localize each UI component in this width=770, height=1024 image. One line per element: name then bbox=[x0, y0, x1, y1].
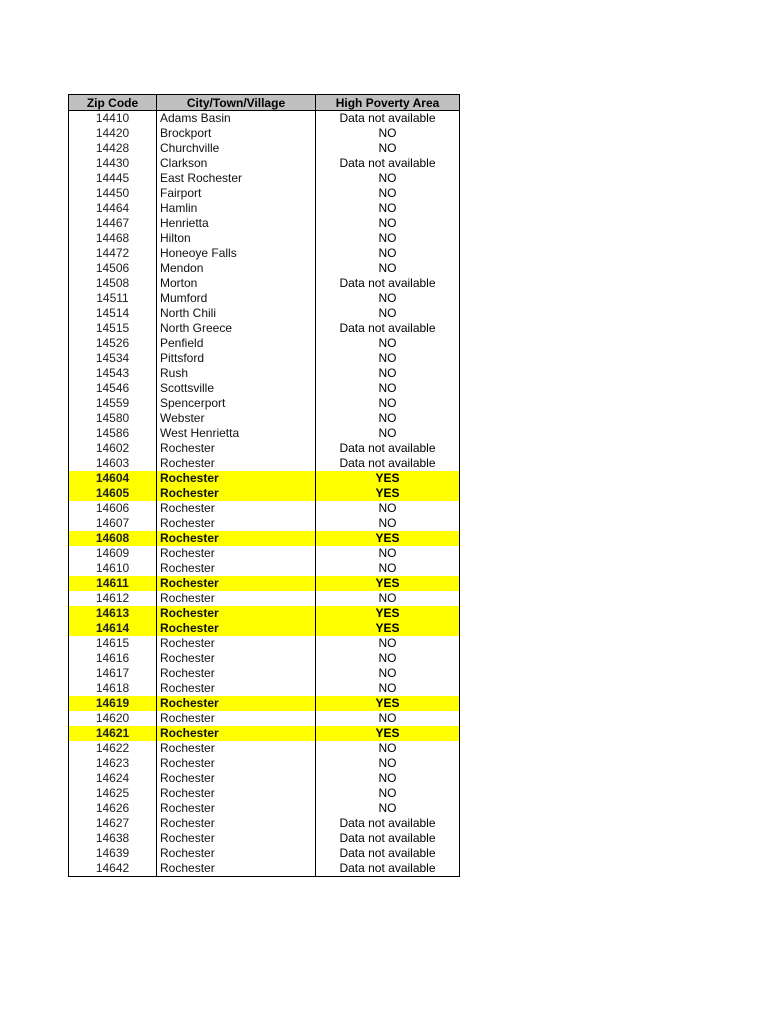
city-cell: Pittsford bbox=[157, 351, 316, 366]
table-body bbox=[69, 111, 460, 877]
zip-code-cell: 14642 bbox=[69, 861, 157, 877]
poverty-status-cell: NO bbox=[316, 231, 460, 246]
table-row bbox=[69, 306, 460, 321]
poverty-status-cell: YES bbox=[316, 696, 460, 711]
city-cell: Rochester bbox=[157, 726, 316, 741]
zip-code-cell: 14602 bbox=[69, 441, 157, 456]
poverty-status-cell: NO bbox=[316, 381, 460, 396]
zip-code-cell: 14410 bbox=[69, 111, 157, 126]
poverty-status-cell: Data not available bbox=[316, 111, 460, 126]
header-city-town-village: City/Town/Village bbox=[157, 95, 316, 111]
poverty-status-cell: NO bbox=[316, 351, 460, 366]
table-row-highlighted bbox=[69, 606, 460, 621]
city-cell: Rochester bbox=[157, 801, 316, 816]
zip-code-cell: 14515 bbox=[69, 321, 157, 336]
table-row bbox=[69, 561, 460, 576]
zip-code-cell: 14620 bbox=[69, 711, 157, 726]
city-cell: Rochester bbox=[157, 486, 316, 501]
city-cell: Rochester bbox=[157, 606, 316, 621]
zip-code-cell: 14625 bbox=[69, 786, 157, 801]
poverty-status-cell: NO bbox=[316, 741, 460, 756]
poverty-status-cell: YES bbox=[316, 576, 460, 591]
table-row bbox=[69, 216, 460, 231]
poverty-status-cell: Data not available bbox=[316, 441, 460, 456]
city-cell: Mendon bbox=[157, 261, 316, 276]
city-cell: Rochester bbox=[157, 666, 316, 681]
table-row bbox=[69, 231, 460, 246]
table-row bbox=[69, 381, 460, 396]
table-row bbox=[69, 261, 460, 276]
zip-code-cell: 14420 bbox=[69, 126, 157, 141]
header-zip-code: Zip Code bbox=[69, 95, 157, 111]
table-header bbox=[69, 95, 460, 111]
poverty-status-cell: NO bbox=[316, 666, 460, 681]
table-row bbox=[69, 171, 460, 186]
table-row bbox=[69, 711, 460, 726]
poverty-status-cell: Data not available bbox=[316, 456, 460, 471]
zip-code-cell: 14616 bbox=[69, 651, 157, 666]
poverty-status-cell: NO bbox=[316, 561, 460, 576]
poverty-status-cell: YES bbox=[316, 726, 460, 741]
city-cell: Rochester bbox=[157, 621, 316, 636]
zip-code-cell: 14543 bbox=[69, 366, 157, 381]
poverty-status-cell: Data not available bbox=[316, 321, 460, 336]
zip-code-cell: 14611 bbox=[69, 576, 157, 591]
zip-code-cell: 14605 bbox=[69, 486, 157, 501]
poverty-status-cell: NO bbox=[316, 786, 460, 801]
poverty-status-cell: NO bbox=[316, 396, 460, 411]
city-cell: Rochester bbox=[157, 771, 316, 786]
table-row bbox=[69, 111, 460, 126]
zip-code-cell: 14617 bbox=[69, 666, 157, 681]
city-cell: Rochester bbox=[157, 471, 316, 486]
zip-code-cell: 14606 bbox=[69, 501, 157, 516]
city-cell: Rochester bbox=[157, 741, 316, 756]
header-high-poverty-area: High Poverty Area bbox=[316, 95, 460, 111]
poverty-status-cell: NO bbox=[316, 636, 460, 651]
poverty-status-cell: Data not available bbox=[316, 861, 460, 877]
city-cell: Rochester bbox=[157, 576, 316, 591]
poverty-status-cell: NO bbox=[316, 336, 460, 351]
city-cell: West Henrietta bbox=[157, 426, 316, 441]
city-cell: Honeoye Falls bbox=[157, 246, 316, 261]
table-row bbox=[69, 816, 460, 831]
city-cell: North Chili bbox=[157, 306, 316, 321]
table-row bbox=[69, 801, 460, 816]
zip-code-cell: 14608 bbox=[69, 531, 157, 546]
table-row bbox=[69, 291, 460, 306]
poverty-status-cell: YES bbox=[316, 621, 460, 636]
zip-code-cell: 14638 bbox=[69, 831, 157, 846]
city-cell: Clarkson bbox=[157, 156, 316, 171]
city-cell: Rochester bbox=[157, 546, 316, 561]
table-row bbox=[69, 786, 460, 801]
table-row bbox=[69, 741, 460, 756]
city-cell: Mumford bbox=[157, 291, 316, 306]
table-row bbox=[69, 831, 460, 846]
table-row bbox=[69, 156, 460, 171]
table-row bbox=[69, 846, 460, 861]
header-row bbox=[69, 95, 460, 111]
zip-code-cell: 14623 bbox=[69, 756, 157, 771]
zip-code-cell: 14464 bbox=[69, 201, 157, 216]
table-row-highlighted bbox=[69, 531, 460, 546]
poverty-status-cell: NO bbox=[316, 591, 460, 606]
city-cell: Penfield bbox=[157, 336, 316, 351]
zip-code-cell: 14610 bbox=[69, 561, 157, 576]
city-cell: Rochester bbox=[157, 711, 316, 726]
zip-code-cell: 14450 bbox=[69, 186, 157, 201]
poverty-status-cell: NO bbox=[316, 171, 460, 186]
zip-code-cell: 14619 bbox=[69, 696, 157, 711]
city-cell: Churchville bbox=[157, 141, 316, 156]
poverty-status-cell: NO bbox=[316, 186, 460, 201]
zip-code-cell: 14506 bbox=[69, 261, 157, 276]
city-cell: Morton bbox=[157, 276, 316, 291]
poverty-status-cell: NO bbox=[316, 516, 460, 531]
table-row bbox=[69, 546, 460, 561]
zip-code-cell: 14559 bbox=[69, 396, 157, 411]
table-row bbox=[69, 591, 460, 606]
poverty-status-cell: NO bbox=[316, 801, 460, 816]
zip-code-cell: 14467 bbox=[69, 216, 157, 231]
table-row bbox=[69, 516, 460, 531]
zip-code-cell: 14508 bbox=[69, 276, 157, 291]
city-cell: Henrietta bbox=[157, 216, 316, 231]
zip-code-cell: 14615 bbox=[69, 636, 157, 651]
poverty-status-cell: YES bbox=[316, 486, 460, 501]
poverty-status-cell: Data not available bbox=[316, 276, 460, 291]
table-row bbox=[69, 336, 460, 351]
poverty-status-cell: NO bbox=[316, 291, 460, 306]
table-row bbox=[69, 441, 460, 456]
table-row bbox=[69, 126, 460, 141]
zip-code-cell: 14622 bbox=[69, 741, 157, 756]
poverty-status-cell: Data not available bbox=[316, 846, 460, 861]
poverty-status-cell: Data not available bbox=[316, 816, 460, 831]
poverty-status-cell: NO bbox=[316, 651, 460, 666]
zip-code-cell: 14639 bbox=[69, 846, 157, 861]
poverty-status-cell: NO bbox=[316, 216, 460, 231]
city-cell: Fairport bbox=[157, 186, 316, 201]
table-row bbox=[69, 201, 460, 216]
zip-code-cell: 14468 bbox=[69, 231, 157, 246]
table-row-highlighted bbox=[69, 486, 460, 501]
city-cell: Brockport bbox=[157, 126, 316, 141]
poverty-status-cell: NO bbox=[316, 756, 460, 771]
poverty-status-cell: Data not available bbox=[316, 156, 460, 171]
zip-code-cell: 14613 bbox=[69, 606, 157, 621]
table-row bbox=[69, 771, 460, 786]
table-row bbox=[69, 456, 460, 471]
table-row bbox=[69, 501, 460, 516]
zip-code-cell: 14430 bbox=[69, 156, 157, 171]
table-row bbox=[69, 861, 460, 877]
city-cell: Webster bbox=[157, 411, 316, 426]
table-row bbox=[69, 426, 460, 441]
city-cell: Rochester bbox=[157, 501, 316, 516]
table-row bbox=[69, 756, 460, 771]
zip-code-cell: 14472 bbox=[69, 246, 157, 261]
zip-code-cell: 14626 bbox=[69, 801, 157, 816]
zip-code-cell: 14614 bbox=[69, 621, 157, 636]
city-cell: Rush bbox=[157, 366, 316, 381]
poverty-status-cell: NO bbox=[316, 246, 460, 261]
zip-code-cell: 14534 bbox=[69, 351, 157, 366]
poverty-status-cell: NO bbox=[316, 771, 460, 786]
zip-code-cell: 14624 bbox=[69, 771, 157, 786]
zip-code-cell: 14511 bbox=[69, 291, 157, 306]
table-row bbox=[69, 246, 460, 261]
city-cell: Rochester bbox=[157, 591, 316, 606]
table-row-highlighted bbox=[69, 471, 460, 486]
table-row bbox=[69, 141, 460, 156]
poverty-status-cell: NO bbox=[316, 306, 460, 321]
poverty-status-cell: NO bbox=[316, 411, 460, 426]
city-cell: Rochester bbox=[157, 516, 316, 531]
zip-code-cell: 14607 bbox=[69, 516, 157, 531]
poverty-status-cell: NO bbox=[316, 546, 460, 561]
poverty-status-cell: NO bbox=[316, 126, 460, 141]
table-row-highlighted bbox=[69, 621, 460, 636]
poverty-status-cell: NO bbox=[316, 501, 460, 516]
zip-code-cell: 14621 bbox=[69, 726, 157, 741]
city-cell: East Rochester bbox=[157, 171, 316, 186]
city-cell: Rochester bbox=[157, 456, 316, 471]
poverty-area-table bbox=[68, 94, 460, 877]
poverty-status-cell: NO bbox=[316, 261, 460, 276]
poverty-status-cell: NO bbox=[316, 366, 460, 381]
city-cell: Rochester bbox=[157, 861, 316, 877]
table-row-highlighted bbox=[69, 576, 460, 591]
table-row bbox=[69, 186, 460, 201]
city-cell: Rochester bbox=[157, 816, 316, 831]
table-row bbox=[69, 666, 460, 681]
poverty-status-cell: NO bbox=[316, 681, 460, 696]
zip-code-cell: 14586 bbox=[69, 426, 157, 441]
city-cell: Rochester bbox=[157, 696, 316, 711]
table-row bbox=[69, 636, 460, 651]
zip-code-cell: 14546 bbox=[69, 381, 157, 396]
city-cell: Rochester bbox=[157, 756, 316, 771]
table-row bbox=[69, 276, 460, 291]
table-row-highlighted bbox=[69, 696, 460, 711]
city-cell: Rochester bbox=[157, 786, 316, 801]
poverty-status-cell: NO bbox=[316, 711, 460, 726]
zip-code-cell: 14428 bbox=[69, 141, 157, 156]
zip-code-cell: 14618 bbox=[69, 681, 157, 696]
city-cell: Rochester bbox=[157, 636, 316, 651]
table-row bbox=[69, 681, 460, 696]
table-row bbox=[69, 396, 460, 411]
zip-code-cell: 14612 bbox=[69, 591, 157, 606]
zip-code-cell: 14445 bbox=[69, 171, 157, 186]
city-cell: Rochester bbox=[157, 441, 316, 456]
city-cell: Rochester bbox=[157, 531, 316, 546]
poverty-status-cell: NO bbox=[316, 141, 460, 156]
poverty-status-cell: NO bbox=[316, 426, 460, 441]
city-cell: Rochester bbox=[157, 561, 316, 576]
city-cell: Adams Basin bbox=[157, 111, 316, 126]
poverty-status-cell: YES bbox=[316, 471, 460, 486]
city-cell: Hilton bbox=[157, 231, 316, 246]
city-cell: Hamlin bbox=[157, 201, 316, 216]
table-row bbox=[69, 351, 460, 366]
zip-code-cell: 14526 bbox=[69, 336, 157, 351]
city-cell: Spencerport bbox=[157, 396, 316, 411]
city-cell: Rochester bbox=[157, 831, 316, 846]
table-row-highlighted bbox=[69, 726, 460, 741]
poverty-status-cell: YES bbox=[316, 606, 460, 621]
poverty-status-cell: YES bbox=[316, 531, 460, 546]
zip-code-cell: 14603 bbox=[69, 456, 157, 471]
city-cell: Rochester bbox=[157, 846, 316, 861]
zip-code-cell: 14604 bbox=[69, 471, 157, 486]
city-cell: Scottsville bbox=[157, 381, 316, 396]
city-cell: Rochester bbox=[157, 651, 316, 666]
city-cell: Rochester bbox=[157, 681, 316, 696]
table-row bbox=[69, 321, 460, 336]
table-row bbox=[69, 411, 460, 426]
table-row bbox=[69, 366, 460, 381]
zip-code-cell: 14627 bbox=[69, 816, 157, 831]
city-cell: North Greece bbox=[157, 321, 316, 336]
zip-code-cell: 14580 bbox=[69, 411, 157, 426]
zip-code-cell: 14609 bbox=[69, 546, 157, 561]
zip-code-cell: 14514 bbox=[69, 306, 157, 321]
table-row bbox=[69, 651, 460, 666]
poverty-status-cell: NO bbox=[316, 201, 460, 216]
poverty-status-cell: Data not available bbox=[316, 831, 460, 846]
